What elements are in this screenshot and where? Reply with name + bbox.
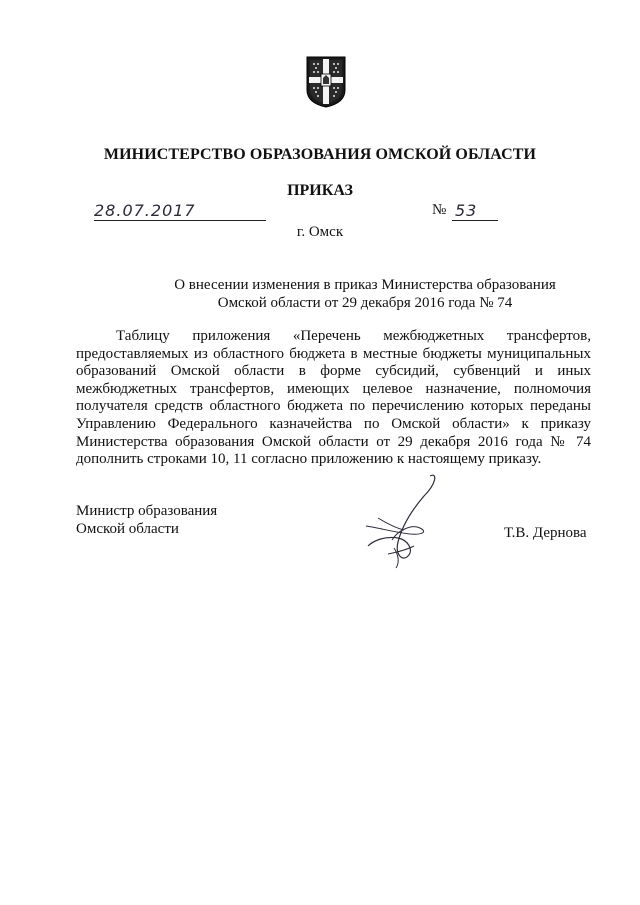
ministry-title: МИНИСТЕРСТВО ОБРАЗОВАНИЯ ОМСКОЙ ОБЛАСТИ [103, 146, 537, 163]
document-type-title: ПРИКАЗ [287, 182, 353, 199]
subject-line: Омской области от 29 декабря 2016 года № 74 [217, 295, 513, 311]
number-sign: № [432, 202, 447, 218]
signature-icon [358, 470, 448, 570]
handwritten-number: 53 [455, 201, 478, 220]
order-body-paragraph: Таблицу приложения «Перечень межбюджетных трансфертов, предоставляемых из областного бюджета в местные бюджеты муниципальных образований Омской области в форме субсидий, субвенций и иных межбюджетных трансфертов, имеющих целевое назначение, полномочия получателя средств областного бюджета по перечислению которых переданы Управлению Федерального казначейства по Омской области» к приказу Министерства образования Омской области от 29 декабря 2016 года № 74 дополнить строками 10, 11 согласно приложению к настоящему приказу. [76, 328, 591, 468]
signer-position [76, 502, 217, 538]
city-label: г. Омск [296, 224, 344, 240]
signer-name: Т.В. Дернова [504, 525, 587, 541]
order-subject [150, 276, 580, 312]
handwritten-date: 28.07.2017 [94, 201, 196, 220]
signer-title-line: Министр образования [76, 503, 218, 519]
number-underline [452, 202, 498, 221]
coat-of-arms-icon [306, 56, 346, 108]
signer-title-line: Омской области [76, 521, 179, 537]
subject-line: О внесении изменения в приказ Министерства образования [174, 277, 556, 293]
date-field [94, 202, 266, 221]
